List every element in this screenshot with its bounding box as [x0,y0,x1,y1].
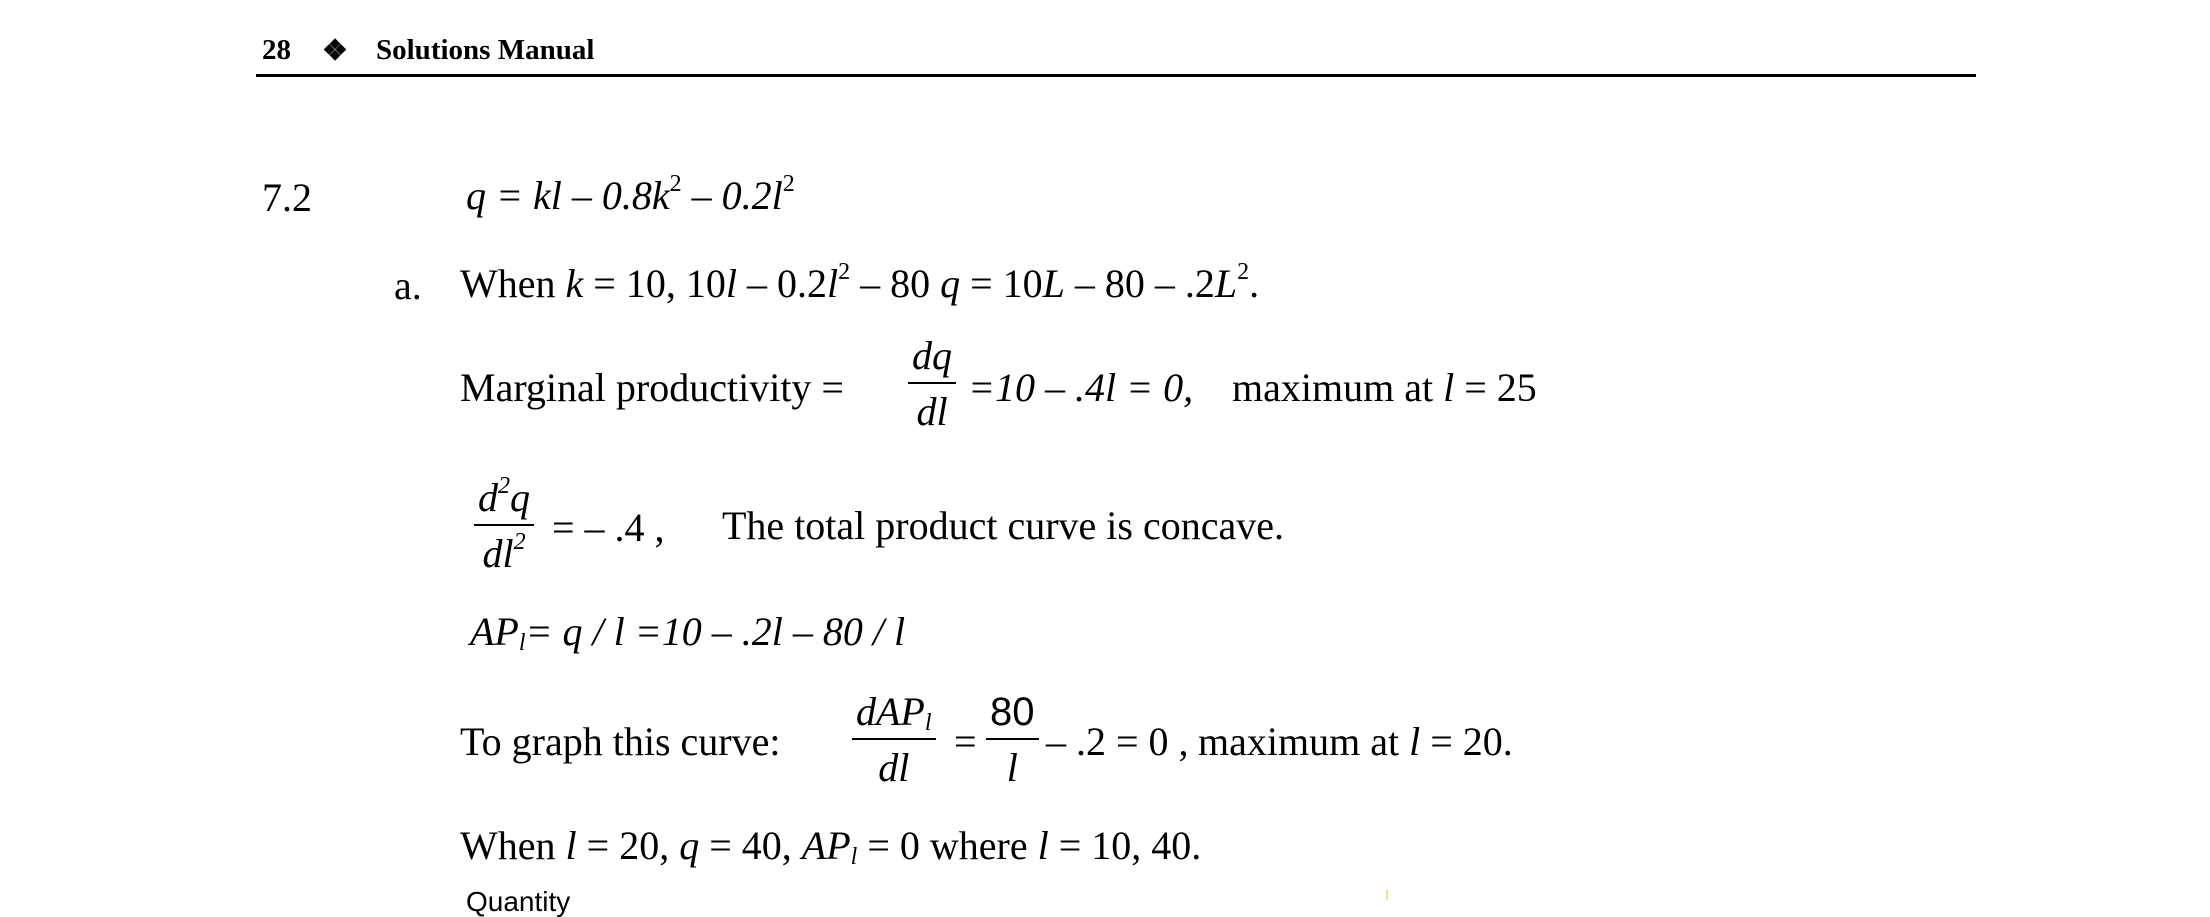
when-text: = 10, 40. [1048,823,1202,868]
ap-symbol: AP [470,609,519,654]
when-text: When [460,823,566,868]
eq-lhs: q [466,173,486,218]
production-function [466,171,795,218]
second-derivative-fraction [474,473,534,576]
fraction-numerator [474,473,534,524]
part-a-line-1 [460,259,1260,306]
line1-L: L [1214,261,1238,306]
fraction-numerator: 80 [990,690,1035,734]
line1-l: l [725,261,737,306]
header-title: Solutions Manual [376,34,595,66]
eq-rhs-2: – 0.2l [681,173,783,218]
line1-text: – 80 – .2 [1064,261,1215,306]
fraction-denominator: l [1006,745,1018,790]
exp: 2 [498,473,510,499]
when-ap-subscript: l [850,843,858,870]
line1-text: – 0.2 [736,261,827,306]
line1-text: – 80 [850,261,941,306]
dl-symbol: dl [482,531,514,576]
line1-l: l [826,261,839,306]
line1-text: When [460,261,566,306]
marginal-label: Marginal productivity = [460,365,844,410]
when-q: q [679,823,700,868]
line1-text: = 10, 10 [583,261,726,306]
dap-symbol: dAP [856,689,925,734]
fraction-denominator [478,526,529,574]
header-rule [256,74,1976,77]
marginal-rhs: =10 – .4l = 0, [968,365,1194,410]
eighty-over-l-fraction [986,692,1039,788]
line1-text: . [1249,261,1260,306]
exp: 2 [513,529,526,555]
note-l: l [1409,719,1421,764]
graph-max-note [1198,719,1513,764]
equals-sign: = [954,719,977,764]
line1-text: = 10 [960,261,1043,306]
note-text: = 20. [1420,719,1513,764]
line1-exp: 2 [838,259,851,285]
eq-exp-1: 2 [669,171,682,197]
line1-exp: 2 [1237,259,1250,285]
note-text: maximum at [1198,719,1410,764]
graph-rhs: – .2 = 0 , [1046,719,1189,764]
note-l: l [1443,365,1455,410]
when-l: l [565,823,577,868]
concave-comment: The total product curve is concave. [722,503,1284,548]
q-symbol: q [510,475,530,520]
page-number: 28 [262,34,291,66]
average-product-eq [470,609,906,656]
diamond-separator-icon: ❖ [322,35,348,67]
d-symbol: d [478,475,498,520]
when-text: = 20, [576,823,680,868]
note-text: = 25 [1454,365,1537,410]
graph-label: To graph this curve: [460,719,781,764]
fraction-denominator: dl [878,745,910,790]
dap-dl-fraction [852,689,936,790]
problem-number: 7.2 [262,175,312,220]
line1-k: k [565,261,584,306]
ap-subscript: l [518,629,526,656]
graph-gridline [1386,890,1388,900]
line1-q: q [940,261,961,306]
when-l: l [1037,823,1049,868]
when-text: = 0 where [857,823,1038,868]
line1-L: L [1042,261,1065,306]
when-ap: AP [801,823,851,868]
when-l-20-line [460,823,1202,870]
dap-subscript: l [924,709,932,736]
part-a-label: a. [394,263,422,308]
graph-axis-label: Quantity [466,886,571,917]
fraction-numerator [852,689,936,738]
when-text: = 40, [699,823,802,868]
ap-rhs: = q / l =10 – .2l – 80 / l [525,609,906,654]
fraction-denominator: dl [916,389,948,434]
fraction-numerator: dq [912,333,952,378]
eq-rhs-1: = kl – 0.8k [496,173,670,218]
second-derivative-rhs: = – .4 , [552,505,665,550]
marginal-max-note [1232,365,1537,410]
dq-dl-fraction [908,333,956,434]
note-text: maximum at [1232,365,1444,410]
eq-exp-2: 2 [782,171,795,197]
